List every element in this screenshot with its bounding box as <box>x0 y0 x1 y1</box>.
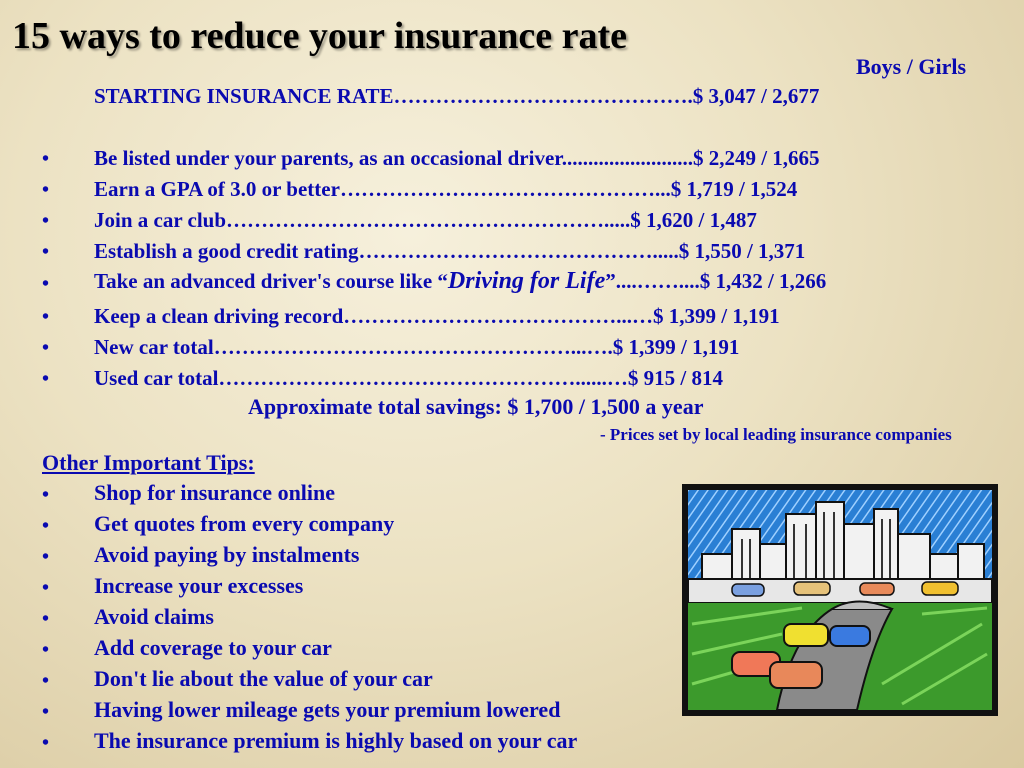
way-label: Keep a clean driving record <box>94 304 344 328</box>
way-value: $ 1,550 / 1,371 <box>678 239 806 263</box>
bullet: • <box>42 337 50 359</box>
bullet: • <box>42 577 50 599</box>
way-item <box>94 239 805 264</box>
way-item <box>94 304 780 329</box>
tip-item: Increase your excesses <box>94 573 304 598</box>
way-value: $ 1,432 / 1,266 <box>699 269 827 293</box>
bullet: • <box>42 701 50 723</box>
dot-leader: ………………………………………………..... <box>226 208 631 232</box>
way-label: Be listed under your parents, as an occasional driver <box>94 146 562 170</box>
way-value: $ 2,249 / 1,665 <box>692 146 820 170</box>
way-label: Earn a GPA of 3.0 or better <box>94 177 340 201</box>
bullet: • <box>42 241 50 263</box>
dot-leader: ……………………………………………...…. <box>213 335 613 359</box>
dot-leader: ……………………………………. <box>393 84 693 108</box>
dot-leader: ………………………………………... <box>339 177 671 201</box>
bullet: • <box>42 515 50 537</box>
bullet: • <box>42 210 50 232</box>
slide-title: 15 ways to reduce your insurance rate <box>12 15 627 57</box>
bullet: • <box>42 148 50 170</box>
starting-rate-row <box>94 84 819 109</box>
tip-item: Get quotes from every company <box>94 511 395 536</box>
way-value: $ 1,399 / 1,191 <box>653 304 780 328</box>
way-item <box>94 335 739 360</box>
tip-item: Having lower mileage gets your premium lowered <box>94 697 561 722</box>
way-item <box>94 177 797 202</box>
dot-leader: ……………………………………..... <box>358 239 679 263</box>
course-name: Driving for Life <box>447 268 606 294</box>
city-traffic-illustration <box>682 484 998 716</box>
bullet: • <box>42 368 50 390</box>
tip-item: Don't lie about the value of your car <box>94 666 433 691</box>
tips-heading: Other Important Tips: <box>42 450 255 475</box>
way-value: $ 1,719 / 1,524 <box>670 177 798 201</box>
way-item <box>94 366 723 391</box>
bullet: • <box>42 546 50 568</box>
dot-leader: ....…….... <box>615 269 700 293</box>
way-label: Establish a good credit rating <box>94 239 359 263</box>
tip-item: Shop for insurance online <box>94 480 336 505</box>
bullet: • <box>42 306 50 328</box>
way-label: ” <box>605 269 616 293</box>
city-traffic-clipart <box>682 484 998 716</box>
way-value: $ 1,399 / 1,191 <box>612 335 740 359</box>
dot-leader: …………………………………...… <box>343 304 653 328</box>
dot-leader: ......................... <box>561 146 693 170</box>
starting-rate-label: STARTING INSURANCE RATE <box>94 84 394 108</box>
bullet: • <box>42 639 50 661</box>
way-item <box>94 268 826 295</box>
way-label: New car total <box>94 335 214 359</box>
column-header: Boys / Girls <box>856 54 967 79</box>
way-value: $ 1,620 / 1,487 <box>630 208 757 232</box>
way-item <box>94 208 757 233</box>
starting-rate-value: $ 3,047 / 2,677 <box>692 84 820 108</box>
dot-leader: ……………………………………………......… <box>218 366 628 390</box>
way-label: Used car total <box>94 366 219 390</box>
way-label: Take an advanced driver's course like “ <box>94 269 448 293</box>
bullet: • <box>42 179 50 201</box>
way-label: Join a car club <box>94 208 227 232</box>
tip-item: Avoid claims <box>94 604 214 629</box>
bullet: • <box>42 670 50 692</box>
tip-item: Add coverage to your car <box>94 635 332 660</box>
way-item <box>94 146 820 171</box>
bullet: • <box>42 484 50 506</box>
bullet: • <box>42 608 50 630</box>
total-savings: Approximate total savings: $ 1,700 / 1,500 a year <box>248 394 704 419</box>
price-footnote: - Prices set by local leading insurance companies <box>600 425 952 444</box>
tip-item: The insurance premium is highly based on your car <box>94 728 578 753</box>
way-value: $ 915 / 814 <box>627 366 724 390</box>
bullet: • <box>42 732 50 754</box>
tip-item: Avoid paying by instalments <box>94 542 360 567</box>
bullet: • <box>42 273 50 295</box>
